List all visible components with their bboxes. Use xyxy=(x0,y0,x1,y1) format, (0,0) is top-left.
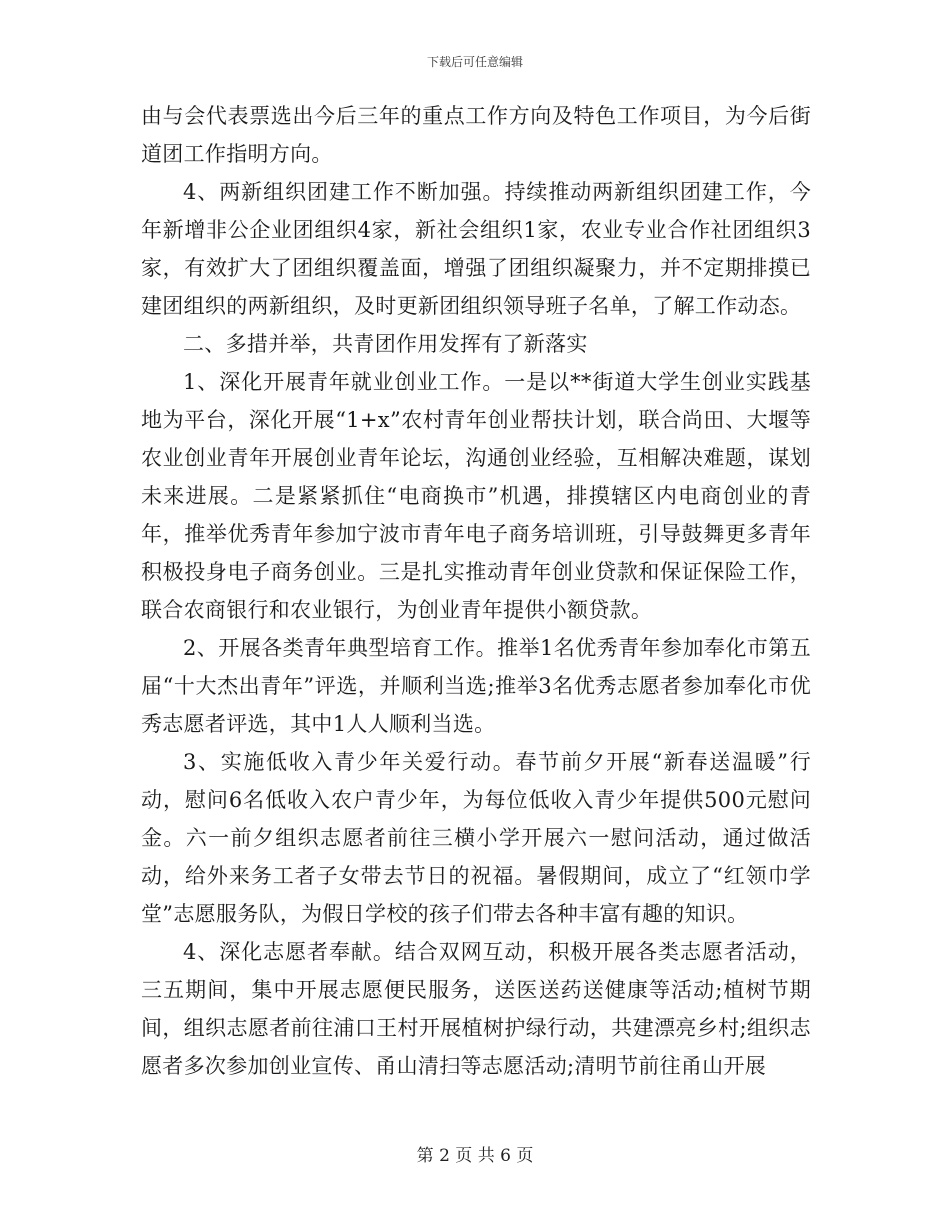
paragraph-continuation: 由与会代表票选出今后三年的重点工作方向及特色工作项目，为今后街道团工作指明方向。 xyxy=(141,104,811,166)
document-body xyxy=(141,97,811,1085)
paragraph-item-4-organization: 4、两新组织团建工作不断加强。持续推动两新组织团建工作，今年新增非公企业团组织4家，新社会组织1家，农业专业合作社团组织3家，有效扩大了团组织覆盖面，增强了团组织凝聚力，并不定期排摸已建团组织的两新组织，及时更新团组织领导班子名单，了解工作动态。 xyxy=(141,180,811,318)
paragraph-item-3-care: 3、实施低收入青少年关爱行动。春节前夕开展“新春送温暖”行动，慰问6名低收入农户青少年，为每位低收入青少年提供500元慰问金。六一前夕组织志愿者前往三横小学开展六一慰问活动，通过做活动，给外来务工者子女带去节日的祝福。暑假期间，成立了“红领巾学堂”志愿服务队，为假日学校的孩子们带去各种丰富有趣的知识。 xyxy=(141,750,811,926)
paragraph-item-4-volunteers: 4、深化志愿者奉献。结合双网互动，积极开展各类志愿者活动，三五期间，集中开展志愿便民服务，送医送药送健康等活动;植树节期间，组织志愿者前往浦口王村开展植树护绿行动，共建漂亮乡村;组织志愿者多次参加创业宣传、甬山清扫等志愿活动;清明节前往甬山开展 xyxy=(141,940,811,1078)
paragraph-item-1-employment: 1、深化开展青年就业创业工作。一是以**街道大学生创业实践基地为平台，深化开展“1+x”农村青年创业帮扶计划，联合尚田、大堰等农业创业青年开展创业青年论坛，沟通创业经验，互相解决难题，谋划未来进展。二是紧紧抓住“电商换市”机遇，排摸辖区内电商创业的青年，推举优秀青年参加宁波市青年电子商务培训班，引导鼓舞更多青年积极投身电子商务创业。三是扎实推动青年创业贷款和保证保险工作，联合农商银行和农业银行，为创业青年提供小额贷款。 xyxy=(141,370,811,622)
page-header: 下载后可任意编辑 xyxy=(426,55,523,69)
page-footer: 第 2 页 共 6 页 xyxy=(416,1146,534,1166)
section-heading-2: 二、多措并举，共青团作用发挥有了新落实 xyxy=(183,332,588,356)
paragraph-item-2-role-models: 2、开展各类青年典型培育工作。推举1名优秀青年参加奉化市第五届“十大杰出青年”评选，并顺利当选;推举3名优秀志愿者参加奉化市优秀志愿者评选，其中1人人顺利当选。 xyxy=(141,636,811,736)
